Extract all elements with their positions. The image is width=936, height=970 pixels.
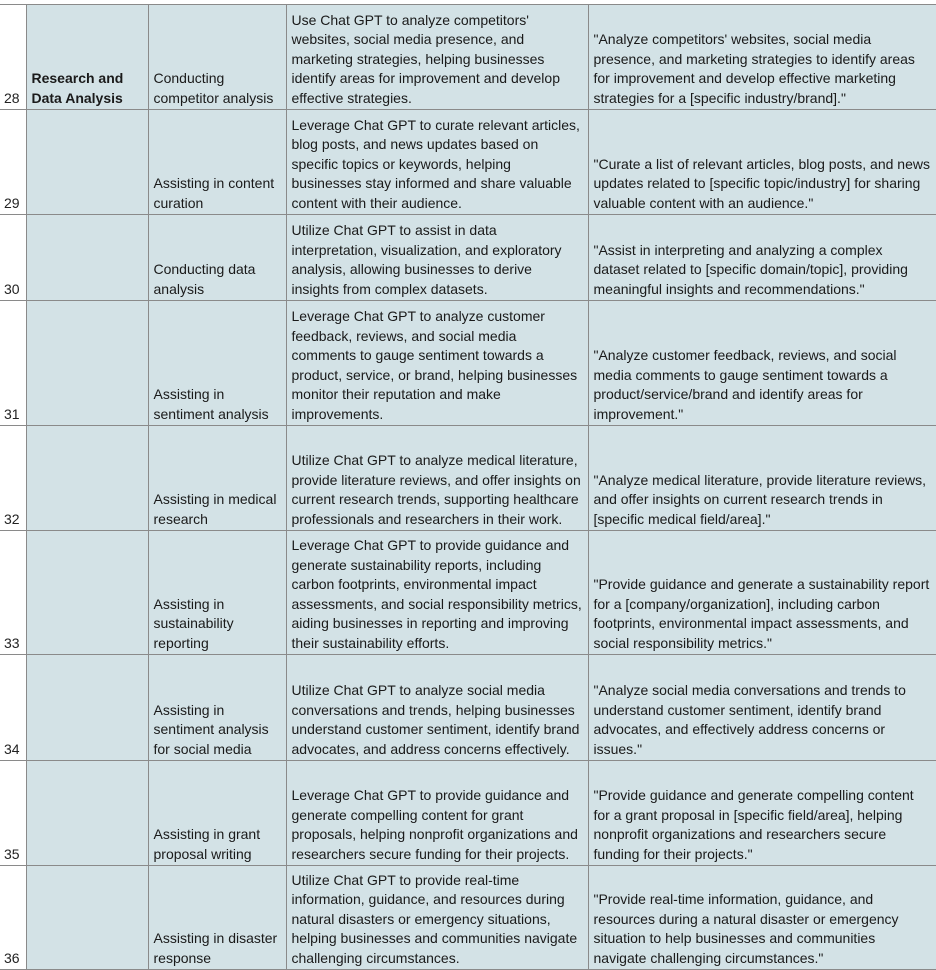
row-number[interactable]: 28	[0, 5, 26, 110]
task-cell[interactable]: Assisting in grant proposal writing	[148, 761, 286, 866]
table-row	[0, 110, 936, 215]
prompt-cell[interactable]: "Analyze customer feedback, reviews, and social media comments to gauge sentiment towards a product/service/brand and identify areas for improvement."	[588, 301, 936, 426]
table-row	[0, 301, 936, 426]
prompt-cell[interactable]: "Provide real-time information, guidance, and resources during a natural disaster or emergency situation to help businesses and communities navigate challenging circumstances."	[588, 866, 936, 970]
table-row	[0, 655, 936, 761]
task-cell[interactable]: Assisting in disaster response	[148, 866, 286, 970]
category-cell[interactable]	[26, 110, 148, 215]
table-row	[0, 866, 936, 970]
task-cell[interactable]: Assisting in sentiment analysis	[148, 301, 286, 426]
description-cell[interactable]: Leverage Chat GPT to analyze customer feedback, reviews, and social media comments to gauge sentiment towards a product, service, or brand, helping businesses monitor their reputation and make improvements.	[286, 301, 588, 426]
task-cell[interactable]: Assisting in content curation	[148, 110, 286, 215]
prompt-cell[interactable]: "Analyze social media conversations and trends to understand customer sentiment, identify brand advocates, and effectively address concerns or issues."	[588, 655, 936, 761]
row-number[interactable]: 30	[0, 215, 26, 301]
description-cell[interactable]: Use Chat GPT to analyze competitors' websites, social media presence, and marketing strategies, helping businesses identify areas for improvement and develop effective strategies.	[286, 5, 588, 110]
category-cell[interactable]	[26, 866, 148, 970]
description-cell[interactable]: Leverage Chat GPT to provide guidance and generate sustainability reports, including carbon footprints, environmental impact assessments, and social responsibility metrics, aiding businesses in reporting and improving their sustainability efforts.	[286, 531, 588, 655]
row-number[interactable]: 32	[0, 426, 26, 531]
description-cell[interactable]: Utilize Chat GPT to analyze social media conversations and trends, helping businesses understand customer sentiment, identify brand advocates, and address concerns effectively.	[286, 655, 588, 761]
description-cell[interactable]: Utilize Chat GPT to analyze medical literature, provide literature reviews, and offer insights on current research trends, supporting healthcare professionals and researchers in their work.	[286, 426, 588, 531]
category-cell[interactable]	[26, 761, 148, 866]
category-cell[interactable]: Research and Data Analysis	[26, 5, 148, 110]
table-row	[0, 5, 936, 110]
task-cell[interactable]: Assisting in sentiment analysis for social media	[148, 655, 286, 761]
task-cell[interactable]: Conducting competitor analysis	[148, 5, 286, 110]
category-cell[interactable]	[26, 655, 148, 761]
category-cell[interactable]	[26, 301, 148, 426]
table-row	[0, 531, 936, 655]
prompt-cell[interactable]: "Analyze competitors' websites, social media presence, and marketing strategies to identify areas for improvement and develop effective marketing strategies for a [specific industry/brand]."	[588, 5, 936, 110]
description-cell[interactable]: Utilize Chat GPT to assist in data interpretation, visualization, and exploratory analysis, allowing businesses to derive insights from complex datasets.	[286, 215, 588, 301]
data-table	[0, 4, 936, 970]
category-cell[interactable]	[26, 426, 148, 531]
table-row	[0, 215, 936, 301]
category-cell[interactable]	[26, 215, 148, 301]
prompt-cell[interactable]: "Curate a list of relevant articles, blog posts, and news updates related to [specific topic/industry] for sharing valuable content with an audience."	[588, 110, 936, 215]
description-cell[interactable]: Utilize Chat GPT to provide real-time information, guidance, and resources during natural disasters or emergency situations, helping businesses and communities navigate challenging circumstances.	[286, 866, 588, 970]
prompt-cell[interactable]: "Provide guidance and generate a sustainability report for a [company/organization], including carbon footprints, environmental impact assessments, and social responsibility metrics."	[588, 531, 936, 655]
row-number[interactable]: 33	[0, 531, 26, 655]
prompt-cell[interactable]: "Provide guidance and generate compelling content for a grant proposal in [specific field/area], helping nonprofit organizations and researchers secure funding for their projects."	[588, 761, 936, 866]
prompt-cell[interactable]: "Analyze medical literature, provide literature reviews, and offer insights on current research trends in [specific medical field/area]."	[588, 426, 936, 531]
row-number[interactable]: 29	[0, 110, 26, 215]
category-cell[interactable]	[26, 531, 148, 655]
spreadsheet-grid	[0, 4, 936, 970]
row-number[interactable]: 31	[0, 301, 26, 426]
table-row	[0, 426, 936, 531]
row-number[interactable]: 36	[0, 866, 26, 970]
task-cell[interactable]: Conducting data analysis	[148, 215, 286, 301]
description-cell[interactable]: Leverage Chat GPT to provide guidance and generate compelling content for grant proposals, helping nonprofit organizations and researchers secure funding for their projects.	[286, 761, 588, 866]
prompt-cell[interactable]: "Assist in interpreting and analyzing a complex dataset related to [specific domain/topic], providing meaningful insights and recommendations."	[588, 215, 936, 301]
task-cell[interactable]: Assisting in sustainability reporting	[148, 531, 286, 655]
table-row	[0, 761, 936, 866]
row-number[interactable]: 34	[0, 655, 26, 761]
description-cell[interactable]: Leverage Chat GPT to curate relevant articles, blog posts, and news updates based on specific topics or keywords, helping businesses stay informed and share valuable content with their audience.	[286, 110, 588, 215]
task-cell[interactable]: Assisting in medical research	[148, 426, 286, 531]
row-number[interactable]: 35	[0, 761, 26, 866]
